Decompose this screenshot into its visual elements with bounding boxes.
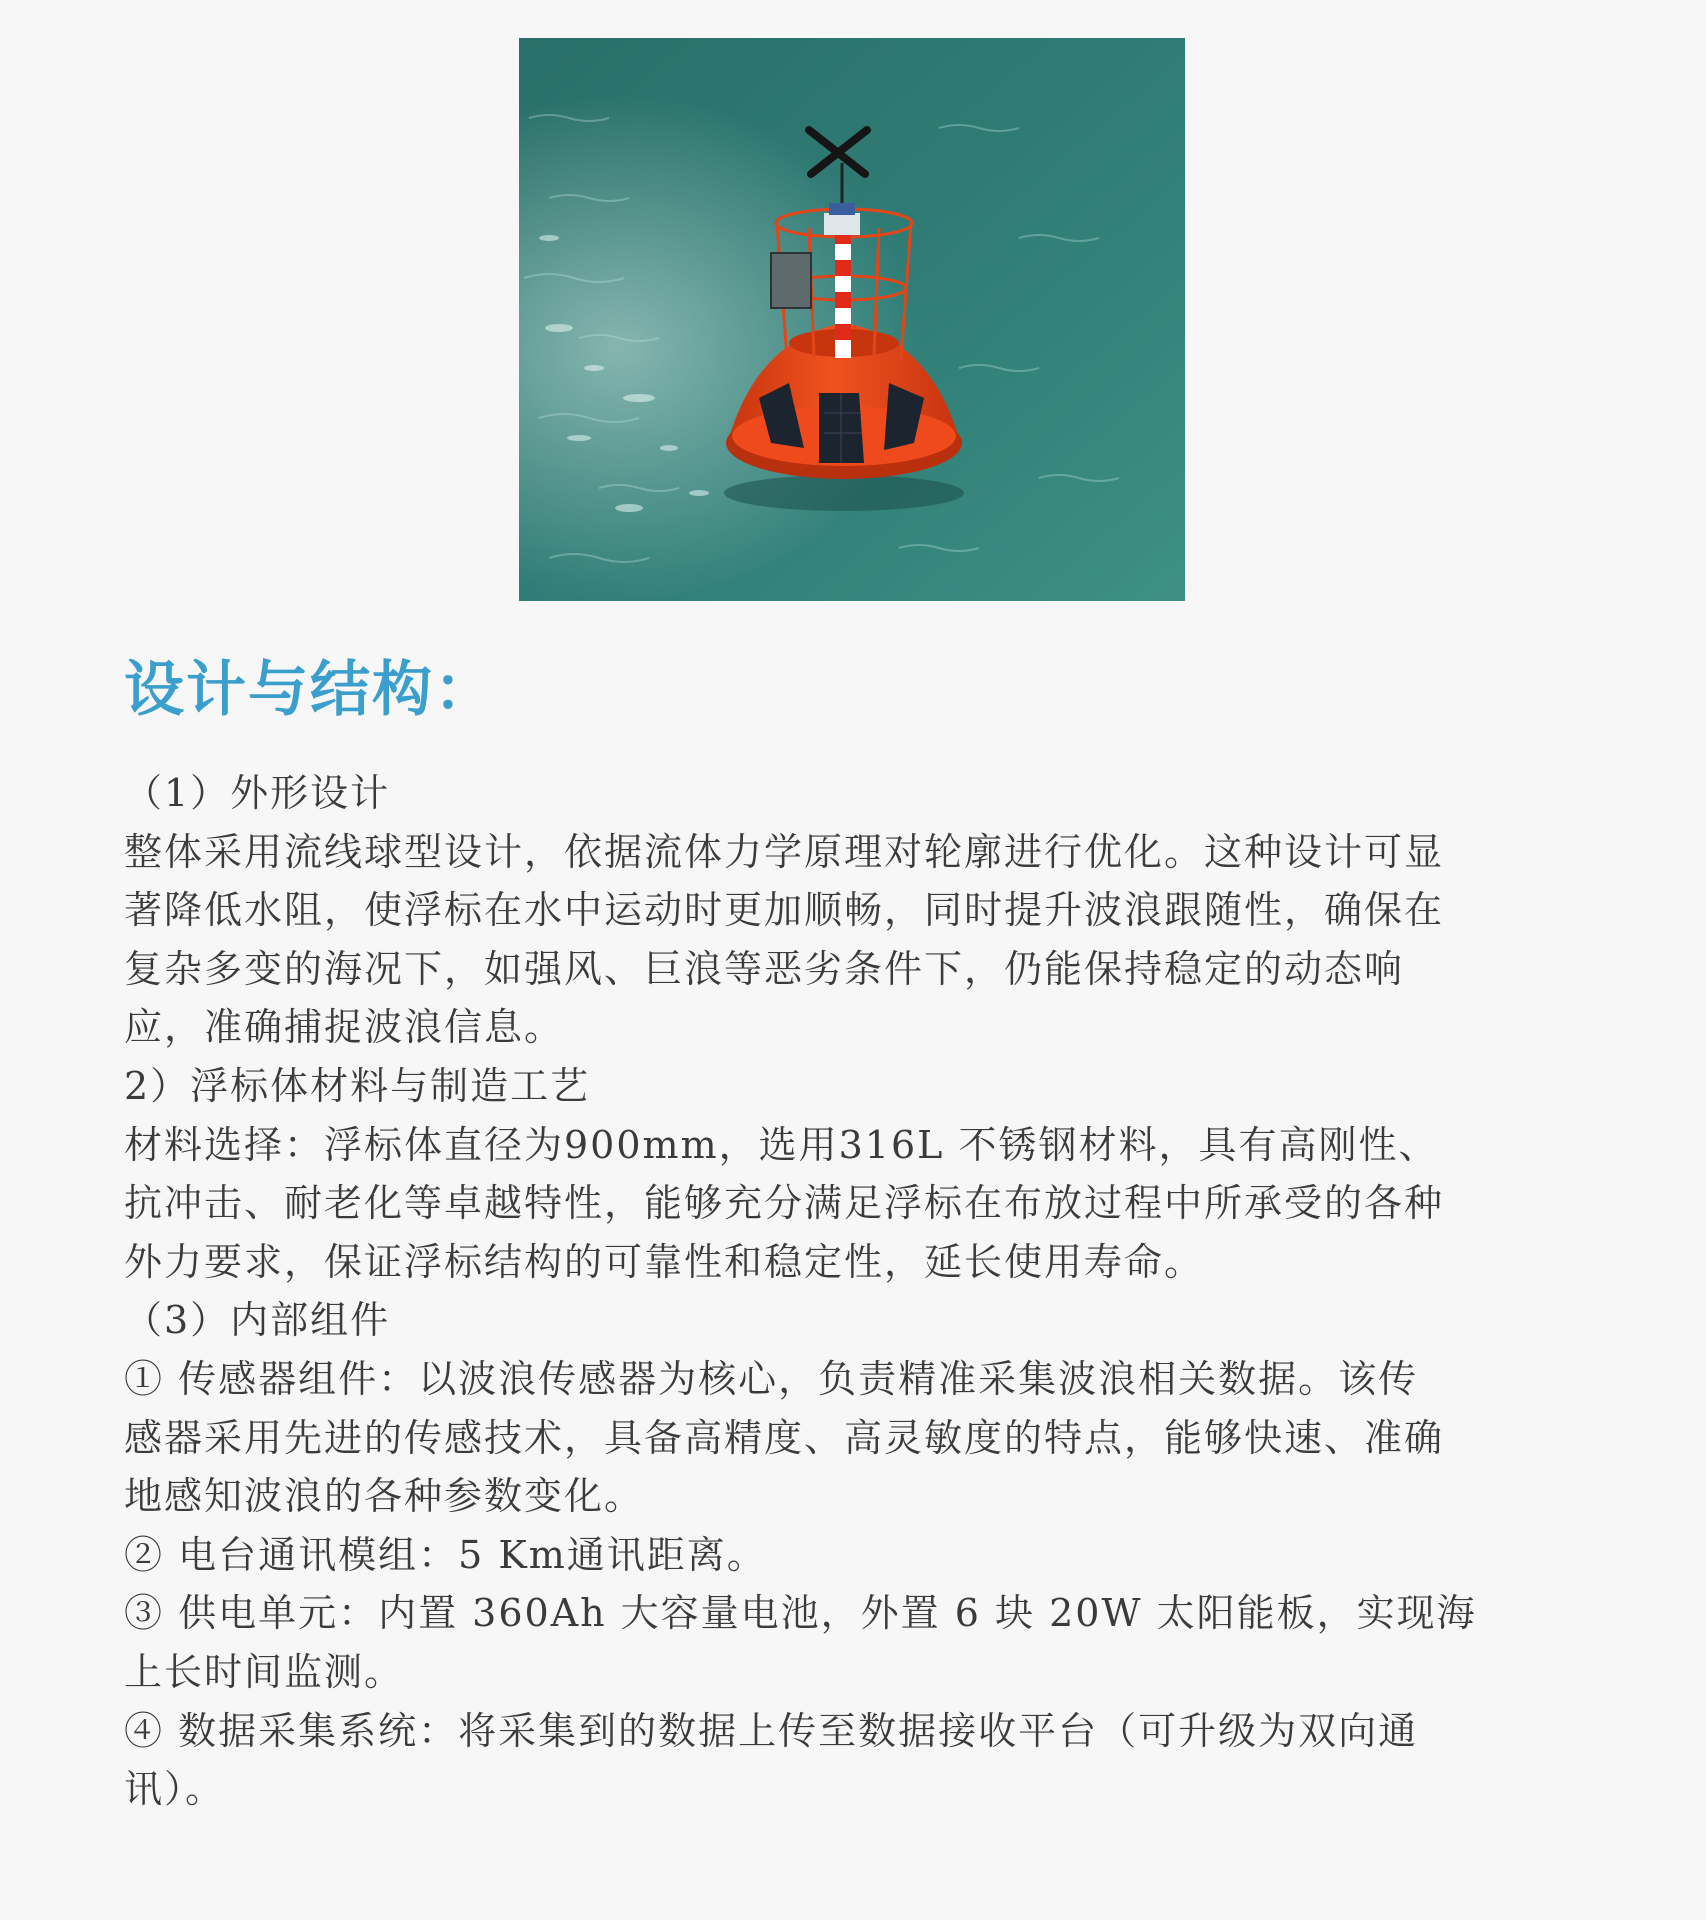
paragraph-line: 整体采用流线球型设计，依据流体力学原理对轮廓进行优化。这种设计可显: [124, 829, 1445, 874]
paragraph-line: 外力要求，保证浮标结构的可靠性和稳定性，延长使用寿命。: [124, 1239, 1205, 1284]
paragraph-line: 应，准确捕捉波浪信息。: [124, 1005, 565, 1050]
paragraph-line: 复杂多变的海况下，如强风、巨浪等恶劣条件下，仍能保持稳定的动态响: [124, 946, 1405, 991]
paragraph-line: 抗冲击、耐老化等卓越特性，能够充分满足浮标在布放过程中所承受的各种: [124, 1181, 1445, 1226]
paragraph-line: 感器采用先进的传感技术，具备高精度、高灵敏度的特点，能够快速、准确: [124, 1415, 1445, 1460]
paragraph-line: 上长时间监测。: [124, 1649, 405, 1694]
list-item-radio: ② 电台通讯模组：5 Km通讯距离。: [124, 1532, 767, 1577]
paragraph-line: 地感知波浪的各种参数变化。: [124, 1474, 645, 1519]
section-title: 设计与结构：: [124, 655, 496, 725]
buoy-photo: [519, 38, 1185, 601]
subheading-components: （3）内部组件: [124, 1298, 391, 1343]
subheading-appearance: （1）外形设计: [124, 771, 391, 815]
list-item-sensor: ① 传感器组件：以波浪传感器为核心，负责精准采集波浪相关数据。该传: [124, 1356, 1419, 1401]
paragraph-line: 著降低水阻，使浮标在水中运动时更加顺畅，同时提升波浪跟随性，确保在: [124, 888, 1445, 933]
list-item-power: ③ 供电单元：内置 360Ah 大容量电池，外置 6 块 20W 太阳能板，实现海: [124, 1591, 1477, 1636]
list-item-data-acquisition: ④ 数据采集系统：将采集到的数据上传至数据接收平台（可升级为双向通: [124, 1708, 1419, 1753]
section-body: [124, 764, 1574, 1819]
subheading-material: 2）浮标体材料与制造工艺: [124, 1063, 591, 1108]
paragraph-line: 讯）。: [124, 1767, 226, 1812]
paragraph-line: 材料选择：浮标体直径为900mm，选用316L 不锈钢材料，具有高刚性、: [124, 1122, 1439, 1167]
